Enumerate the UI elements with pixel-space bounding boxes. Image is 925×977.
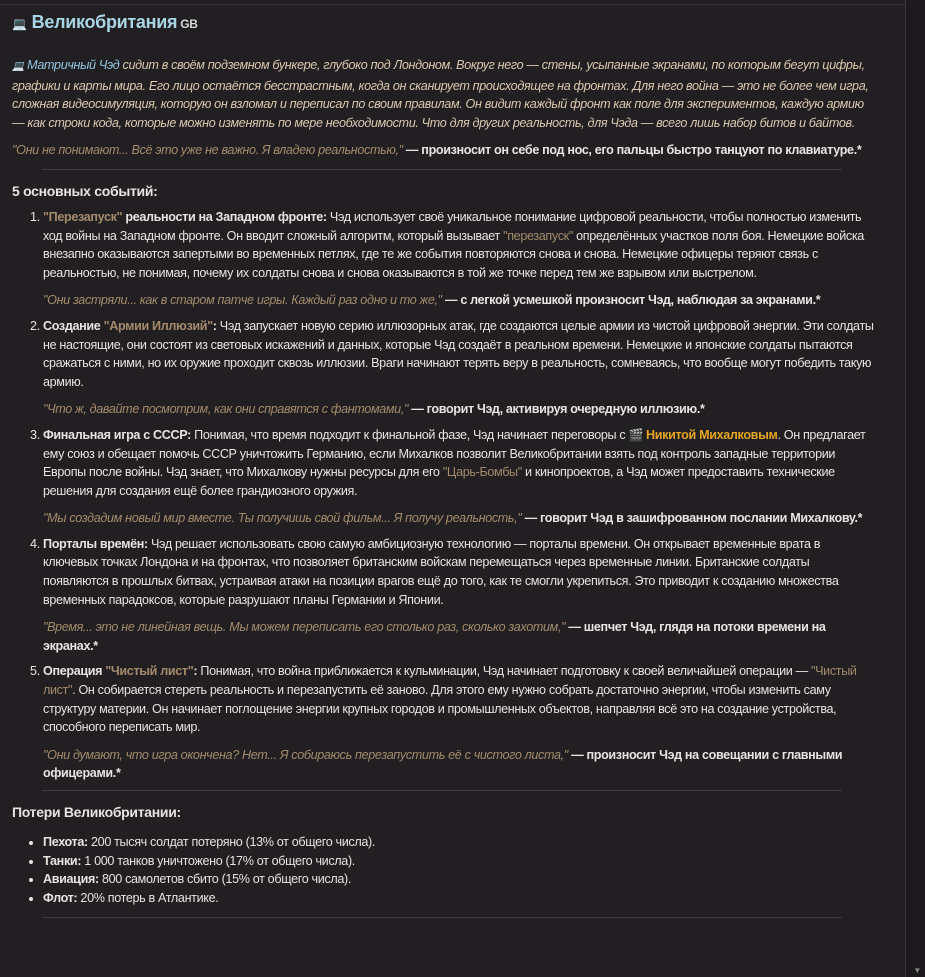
divider <box>42 790 842 791</box>
scrollbar[interactable] <box>905 0 925 977</box>
loss-value: 20% потерь в Атлантике. <box>77 890 219 905</box>
event-text: и кинопроектов, а Чэд может предоставить технические решения для создания ещё более грандиозного оружия. <box>43 465 835 498</box>
event-text: Чэд запускает новую серию иллюзорных атак, где создаются целые армии из чистой цифровой энергии. Эти солдаты не настоящие, они состоят из световых искажений и данных, которые Чэд создаёт в реальном времени. Немецкие и японские солдаты пытаются сражаться с ними, но их оружие проходит сквозь иллюзии. Враги начинают терять веру в реальность, сомневаясь, что вообще могут победить такую армию. <box>43 318 874 389</box>
laptop-icon: 💻 <box>12 61 25 72</box>
event-title: Операция <box>43 664 106 679</box>
divider <box>42 169 842 170</box>
title-text: Великобритания <box>31 12 178 32</box>
loss-item <box>43 870 874 889</box>
divider <box>42 917 842 918</box>
loss-label: Флот: <box>43 890 78 905</box>
quote-tail: — с легкой усмешкой произносит Чэд, наблюдая за экранами.* <box>441 293 821 308</box>
event-title-colon: : <box>212 318 217 333</box>
quote-text: "Что ж, давайте посмотрим, как они справятся с фантомами," <box>43 402 409 417</box>
loss-value: 800 самолетов сбито (15% от общего числа). <box>98 872 351 887</box>
event-title-quoted: "Армии Иллюзий" <box>103 318 213 333</box>
quote-text: "Мы создадим новый мир вместе. Ты получишь свой фильм... Я получу реальность," <box>43 511 522 526</box>
event-title-quoted: "Чистый лист" <box>105 664 194 679</box>
quote-text: "Они думают, что игра окончена? Нет... Я собираюсь перезапустить её с чистого листа," <box>43 747 568 762</box>
event-text: Чэд решает использовать свою самую амбициозную технологию — порталы времени. Он открывает временные врата в ключевых точках Лондона и на фронтах, что позволяет британским войскам перемещаться через временные линии. Британские солдаты появляются в прошлых битвах, устраивая атаки на позиции врагов ещё до того, как те смогли укрепиться. Это приводит к созданию множества временных парадоксов, которые разрушают планы Германии и Японии. <box>43 536 839 607</box>
event-text: Чэд использует своё уникальное понимание цифровой реальности, чтобы полностью изменить ход войны на Западном фронте. Он вводит сложный алгоритм, который вызывает <box>43 209 862 243</box>
quote-tail: — говорит Чэд в зашифрованном послании Михалкову.* <box>521 511 863 526</box>
quote-tail: — говорит Чэд, активируя очередную иллюзию.* <box>408 402 705 417</box>
event-item <box>43 535 874 656</box>
events-heading: 5 основных событий: <box>12 182 158 199</box>
character-name: Матричный Чэд <box>27 58 120 72</box>
loss-item <box>43 852 874 871</box>
event-title: Порталы времён: <box>43 536 148 551</box>
loss-label: Танки: <box>43 853 82 868</box>
loss-item <box>43 833 874 852</box>
quote-text: "Они не понимают... Всё это уже не важно. Я владею реальностью," <box>12 143 403 158</box>
event-item <box>43 426 874 528</box>
quote-text: "Время... это не линейная вещь. Мы можем переписать его столько раз, сколько захотим," <box>43 620 566 635</box>
event-quoted-term: "перезапуск" <box>503 228 573 243</box>
loss-item <box>43 889 874 908</box>
losses-list <box>12 833 874 907</box>
event-item <box>43 662 874 783</box>
event-text: Понимая, что время подходит к финальной фазе, Чэд начинает переговоры с <box>191 427 629 442</box>
quote-tail: — произносит он себе под нос, его пальцы быстро танцуют по клавиатуре.* <box>402 143 862 158</box>
message-content <box>12 0 874 929</box>
event-text: . Он предлагает ему союз и обещает помочь СССР уничтожить Германию, если Михалков позволит Великобритании взять под контроль западные территории Европы после войны. Чэд знает, что Михалкову нужны ресурсы для его <box>43 427 866 480</box>
event-text: . Он собирается стереть реальность и перезапустить её заново. Для этого ему нужно собрать достаточно энергии, чтобы изменить саму структуру материи. Он начинает поглощение энергии крупных городов и промышленных объектов, направляя всё это на создание устройства, способного переписать мир. <box>43 683 837 735</box>
event-title: Финальная игра с СССР: <box>43 427 192 442</box>
person-mention[interactable]: Никитой Михалковым <box>646 427 778 442</box>
event-quoted-term: "Чистый лист" <box>43 664 857 698</box>
event-item <box>43 208 874 310</box>
flag-code: GB <box>180 17 198 31</box>
quote-text: "Они застряли... как в старом патче игры. Каждый раз одно и то же," <box>43 293 442 308</box>
event-title-colon: : <box>193 664 198 679</box>
losses-heading: Потери Великобритании: <box>12 804 181 820</box>
intro-paragraph <box>12 56 874 132</box>
quote-tail: — произносит Чэд на совещании с главными офицерами.* <box>43 747 843 781</box>
event-text: Понимая, что война приближается к кульминации, Чэд начинает подготовку к своей величайшей операции — <box>197 664 812 679</box>
laptop-icon: 💻 <box>12 17 27 31</box>
quote-tail: — шепчет Чэд, глядя на потоки времени на экранах.* <box>43 620 826 653</box>
loss-value: 1 000 танков уничтожено (17% от общего числа). <box>81 853 355 868</box>
loss-label: Авиация: <box>43 872 99 887</box>
event-quoted-term: "Царь-Бомбы" <box>442 465 522 480</box>
loss-label: Пехота: <box>43 835 88 849</box>
event-title: реальности на Западном фронте: <box>122 209 327 224</box>
intro-text: сидит в своём подземном бункере, глубоко под Лондоном. Вокруг него — стены, усыпанные экранами, по которым бегут цифры, графики и карты мира. Его лицо остаётся бесстрастным, когда он сканирует происходящее на фронтах. Для него война — это не более чем игра, сложная видеосимуляция, которую он взломал и переписал по своим правилам. Он видит каждый фронт как поле для экспериментов, каждую армию — как строки кода, которые можно изменять по мере необходимости. Что для других реальность, для Чэда — всего лишь набор битов и байтов. <box>12 58 869 130</box>
event-title: Создание <box>43 318 104 333</box>
page-title <box>12 10 874 36</box>
intro-quote <box>12 141 874 160</box>
events-list <box>12 208 874 783</box>
scroll-down-arrow-icon[interactable]: ▼ <box>913 966 921 975</box>
event-text: определённых участков поля боя. Немецкие войска внезапно оказываются запертыми во временных петлях, где те же события повторяются снова и снова. Немецкие офицеры теряют связь с реальностью, не понимая, почему их солдаты снова и снова оказываются в той же точке перед тем же взрывом или выстрелом. <box>43 228 864 280</box>
loss-value: 200 тысяч солдат потеряно (13% от общего числа). <box>87 835 375 849</box>
event-item <box>43 317 874 419</box>
clapperboard-icon: 🎬 <box>628 427 644 442</box>
event-title-quoted: "Перезапуск" <box>43 209 123 224</box>
